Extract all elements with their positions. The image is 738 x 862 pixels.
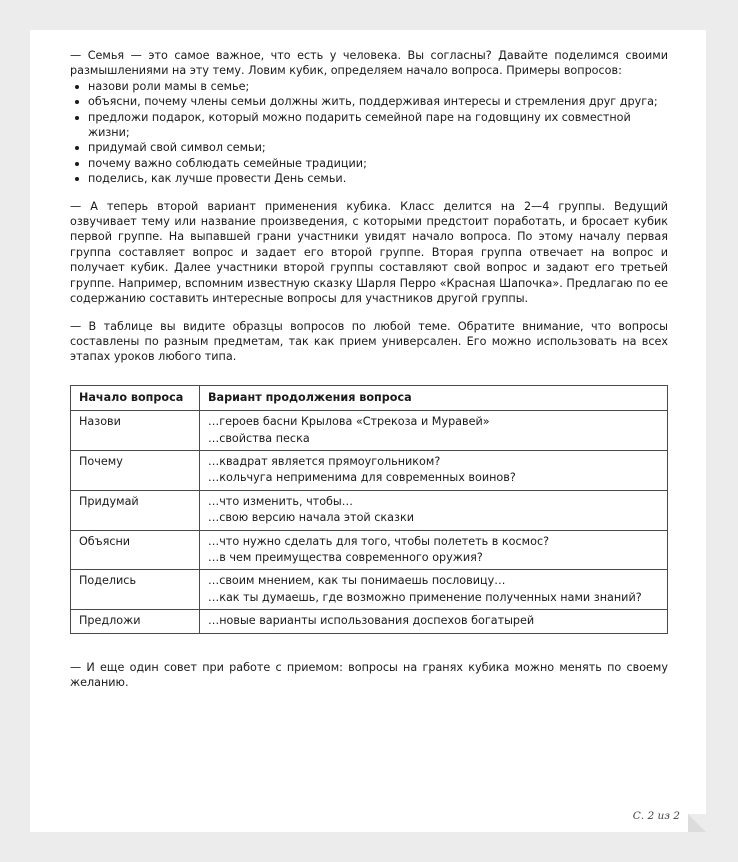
continuation-line: …квадрат является прямоугольником? (208, 454, 441, 468)
question-start-cell: Поделись (71, 570, 200, 610)
question-examples-list (70, 79, 668, 187)
table-row (71, 411, 668, 451)
list-item: придумай свой символ семьи; (70, 140, 668, 155)
continuation-line: …что нужно сделать для того, чтобы полететь в космос? (208, 534, 550, 548)
column-header-start: Начало вопроса (71, 385, 200, 410)
document-page (30, 30, 706, 832)
continuation-cell (200, 490, 668, 530)
list-item: поделись, как лучше провести День семьи. (70, 171, 668, 186)
continuation-line: …в чем преимущества современного оружия? (208, 550, 483, 564)
intro-paragraph: — Семья — это самое важное, что есть у человека. Вы согласны? Давайте поделимся своими размышлениями на эту тему. Ловим кубик, определяем начало вопроса. Примеры вопросов: (70, 49, 668, 78)
continuation-line: …кольчуга неприменима для современных воинов? (208, 471, 516, 485)
list-item: предложи подарок, который можно подарить семейной паре на годовщину их совместной жизни; (70, 110, 668, 141)
table-row (71, 530, 668, 570)
continuation-cell (200, 570, 668, 610)
column-header-continuation: Вариант продолжения вопроса (200, 385, 668, 410)
continuation-cell (200, 610, 668, 633)
table-header-row (71, 385, 668, 410)
continuation-line: …героев басни Крылова «Стрекоза и Муравей» (208, 415, 490, 429)
continuation-line: …свойства песка (208, 431, 310, 445)
table-row (71, 610, 668, 633)
continuation-cell (200, 411, 668, 451)
closing-paragraph: — И еще один совет при работе с приемом: вопросы на гранях кубика можно менять по своему желанию. (70, 660, 668, 689)
continuation-cell (200, 530, 668, 570)
continuation-line: …свою версию начала этой сказки (208, 511, 414, 525)
table-row (71, 450, 668, 490)
continuation-line: …своим мнением, как ты понимаешь пословицу… (208, 574, 506, 588)
continuation-line: …что изменить, чтобы… (208, 494, 353, 508)
questions-table (70, 385, 668, 634)
table-row (71, 570, 668, 610)
page-number: С. 2 из 2 (632, 810, 680, 822)
page-content (70, 48, 668, 690)
list-item: почему важно соблюдать семейные традиции; (70, 156, 668, 171)
table-intro-paragraph: — В таблице вы видите образцы вопросов по любой теме. Обратите внимание, что вопросы составлены по разным предметам, так как прием универсален. Его можно использовать на всех этапах уроков любого типа. (70, 319, 668, 364)
continuation-line: …как ты думаешь, где возможно применение полученных нами знаний? (208, 590, 642, 604)
question-start-cell: Почему (71, 450, 200, 490)
question-start-cell: Придумай (71, 490, 200, 530)
table-row (71, 490, 668, 530)
continuation-line: …новые варианты использования доспехов богатырей (208, 614, 535, 628)
question-start-cell: Предложи (71, 610, 200, 633)
continuation-cell (200, 450, 668, 490)
question-start-cell: Назови (71, 411, 200, 451)
list-item: назови роли мамы в семье; (70, 79, 668, 94)
page-curl-corner (688, 814, 706, 832)
second-variant-paragraph: — А теперь второй вариант применения кубика. Класс делится на 2—4 группы. Ведущий озвучивает тему или название произведения, с которыми предстоит поработать, и бросает кубик первой группе. На выпавшей грани участники увидят начало вопроса. По этому началу первая группа составляет вопрос и задает его второй группе. Вторая группа отвечает на вопрос и получает кубик. Далее участники второй группы составляют свой вопрос и задают его третьей группе. Например, вспомним известную сказку Шарля Перро «Красная Шапочка». Предлагаю по ее содержанию составить интересные вопросы для участников другой группы. (70, 199, 668, 306)
question-start-cell: Объясни (71, 530, 200, 570)
list-item: объясни, почему члены семьи должны жить, поддерживая интересы и стремления друг друга; (70, 94, 668, 109)
